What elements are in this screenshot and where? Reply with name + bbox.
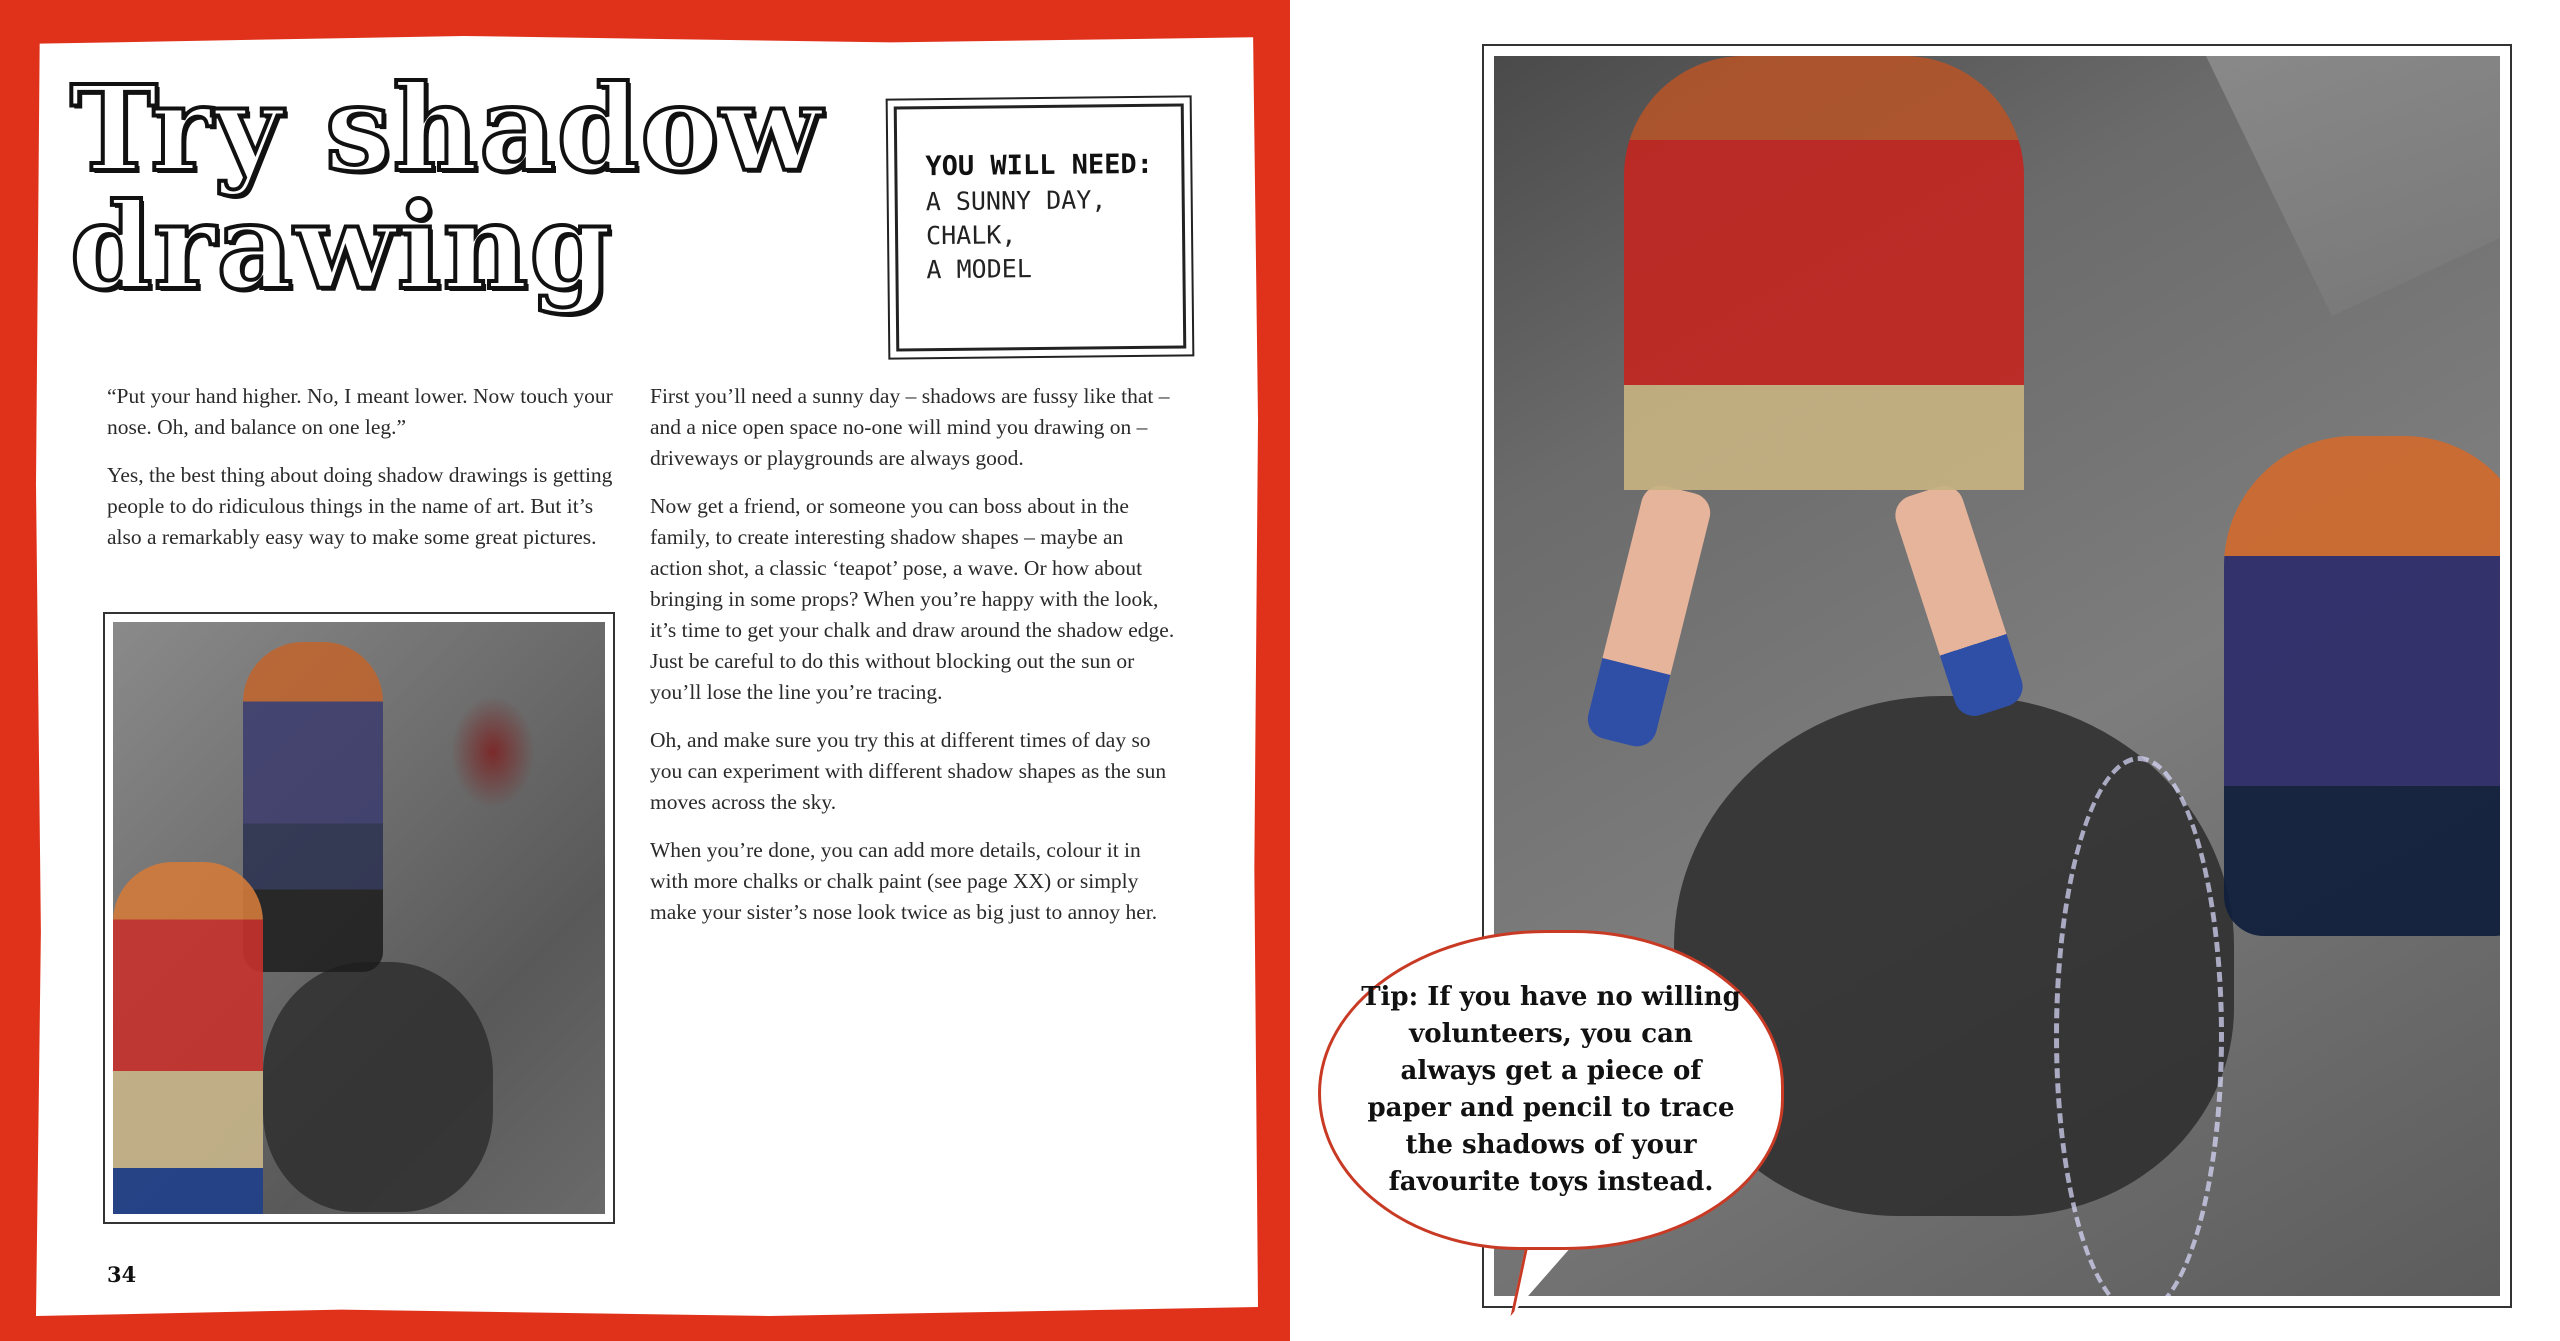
you-will-need-items-line-2: A MODEL	[926, 254, 1032, 285]
photo-child-standing	[243, 642, 383, 972]
paragraph: When you’re done, you can add more details, colour it in with more chalks or chalk paint (see page XX) or simply make your sister’s nose look twice as big just to annoy her.	[650, 838, 1158, 924]
photo-boy-crouching-with-chalk	[2224, 436, 2500, 936]
text-column-2	[650, 381, 1180, 945]
paragraph: Oh, and make sure you try this at different times of day so you can experiment with different shadow shapes as the sun moves across the sky.	[650, 728, 1167, 814]
title-line-2: drawing	[70, 177, 613, 316]
paragraph: First you’ll need a sunny day – shadows are fussy like that – and a nice open space no-one will mind you drawing on – driveways or playgrounds are always good.	[650, 384, 1170, 470]
you-will-need-items-line-1: A SUNNY DAY, CHALK,	[925, 185, 1107, 251]
photo-shadow-shape	[263, 962, 493, 1212]
photo-kids-tracing-shadow-small	[103, 612, 615, 1224]
tip-speech-bubble	[1318, 930, 1784, 1250]
page-number: 34	[107, 1262, 137, 1287]
photo-sunlit-patch	[2080, 56, 2500, 316]
paragraph: “Put your hand higher. No, I meant lower. Now touch your nose. Oh, and balance on one leg.”	[107, 384, 613, 439]
paragraph: Yes, the best thing about doing shadow drawings is getting people to do ridiculous things in the name of art. But it’s also a remarkably easy way to make some great pictures.	[107, 463, 613, 549]
tip-text: Tip: If you have no willing volunteers, you can always get a piece of paper and pencil to trace the shadows of your favourite toys instead.	[1361, 982, 1741, 1197]
text-column-1	[107, 381, 627, 570]
you-will-need-box	[894, 103, 1187, 351]
photo-chalk-outline	[2054, 756, 2224, 1296]
photo-child-crouching	[113, 862, 263, 1214]
photo-image	[113, 622, 605, 1214]
photo-boy-standing-red-shirt	[1624, 56, 2024, 756]
paragraph: Now get a friend, or someone you can boss about in the family, to create interesting shadow shapes – maybe an action shot, a classic ‘teapot’ pose, a wave. Or how about bringing in some props? When you’re happy with the look, it’s time to get your chalk and draw around the shadow edge. Just be careful to do this without blocking out the sun or you’ll lose the line you’re tracing.	[650, 494, 1175, 704]
you-will-need-heading: YOU WILL NEED:	[925, 148, 1154, 183]
page-title	[70, 59, 850, 316]
title-line-1: Try shadow	[70, 59, 823, 198]
